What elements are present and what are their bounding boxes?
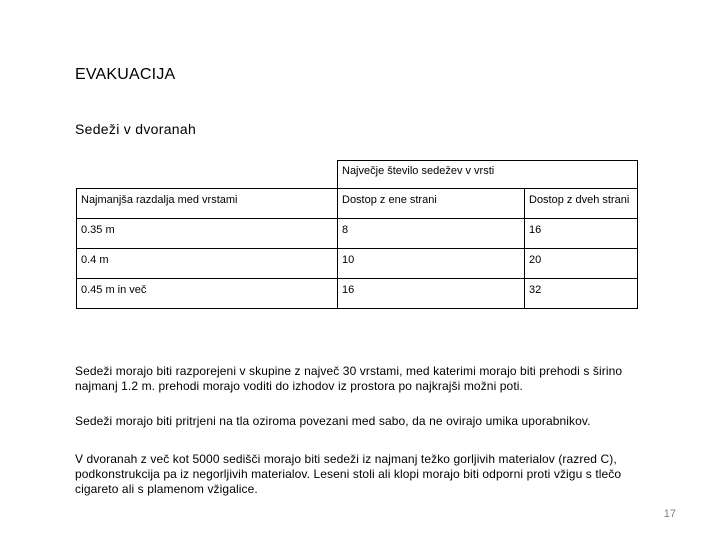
table-cell: 32	[525, 279, 638, 309]
table-cell: 16	[338, 279, 525, 309]
table-corner-cell	[77, 161, 338, 189]
table-group-header-row	[77, 161, 638, 189]
column-header: Dostop z ene strani	[338, 189, 525, 219]
table-row	[77, 219, 638, 249]
table-cell: 16	[525, 219, 638, 249]
paragraph-materials: V dvoranah z več kot 5000 sedišči morajo biti sedeži iz najmanj težko gorljivih materialov (razred C), podkonstrukcija pa iz negorljivih materialov. Leseni stoli ali klopi morajo biti odporni proti vžigu s tlečo cigareto ali s plamenom vžigalice.	[75, 452, 622, 496]
table-cell: 10	[338, 249, 525, 279]
column-header: Dostop z dveh strani	[525, 189, 638, 219]
column-header: Najmanjša razdalja med vrstami	[77, 189, 338, 219]
page-title: EVAKUACIJA	[75, 66, 176, 83]
table-cell: 20	[525, 249, 638, 279]
section-subtitle: Sedeži v dvoranah	[75, 121, 197, 137]
paragraph-aisles: Sedeži morajo biti razporejeni v skupine z največ 30 vrstami, med katerimi morajo biti prehodi s širino najmanj 1.2 m. prehodi morajo voditi do izhodov iz prostora po najkrajši možni poti.	[75, 364, 623, 393]
table-cell: 0.4 m	[77, 249, 338, 279]
table-row	[77, 279, 638, 309]
table-cell: 8	[338, 219, 525, 249]
table-row	[77, 249, 638, 279]
table-cell: 0.35 m	[77, 219, 338, 249]
seating-table	[76, 160, 638, 309]
paragraph-fixing: Sedeži morajo biti pritrjeni na tla oziroma povezani med sabo, da ne ovirajo umika uporabnikov.	[75, 414, 591, 428]
table-group-header: Največje število sedežev v vrsti	[338, 161, 638, 189]
table-header-row	[77, 189, 638, 219]
page-number: 17	[663, 508, 676, 520]
table-cell: 0.45 m in več	[77, 279, 338, 309]
